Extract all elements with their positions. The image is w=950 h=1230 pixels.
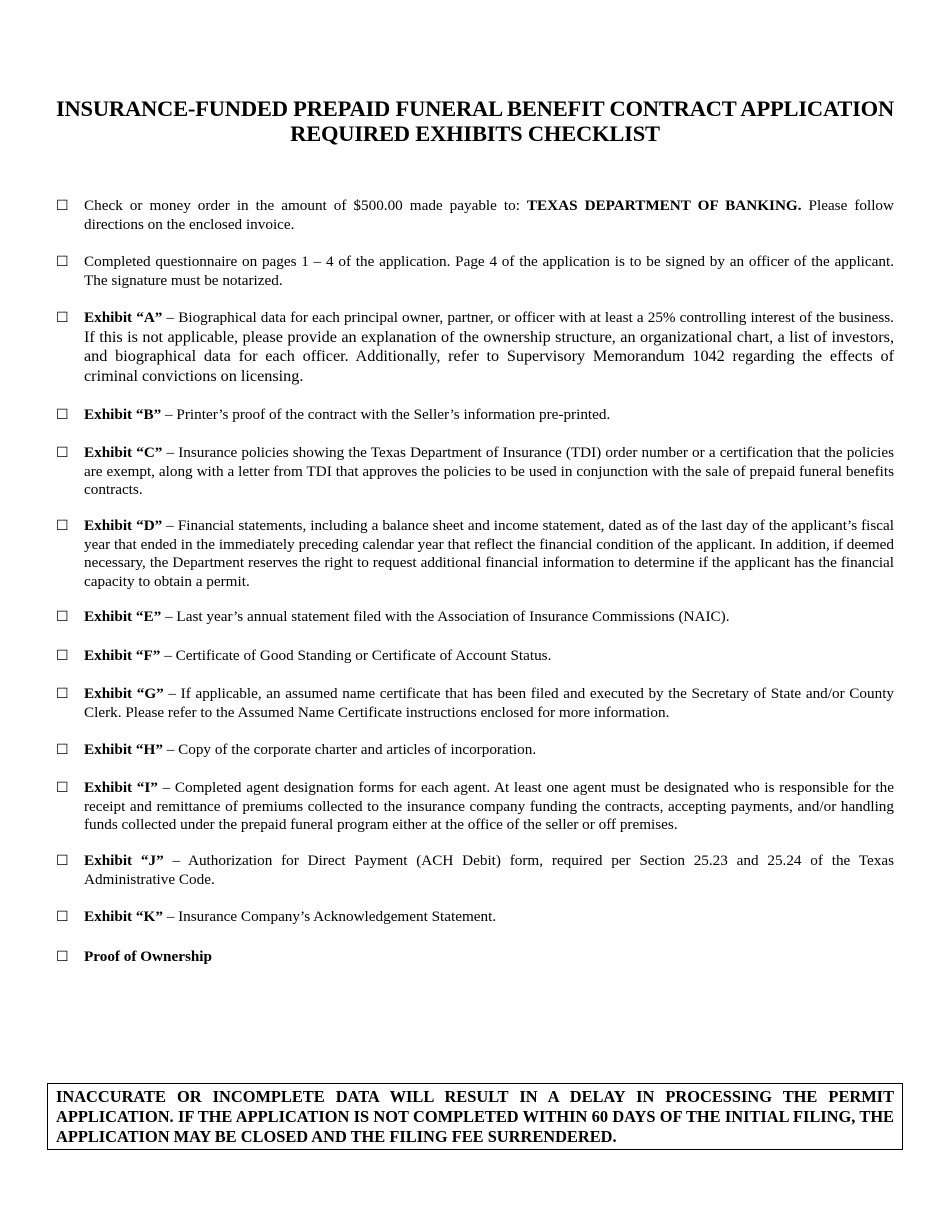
checklist-item-exhibit-h bbox=[56, 741, 894, 760]
checklist-item-exhibit-c bbox=[56, 444, 894, 500]
item-text: – If applicable, an assumed name certificate that has been filed and executed by the Secretary of State and/or County Clerk. Please refer to the Assumed Name Certificate instructions enclosed for more information. bbox=[84, 685, 895, 721]
exhibit-label: Exhibit “I” bbox=[84, 779, 158, 796]
item-text: Completed questionnaire on pages 1 – 4 of the application. Page 4 of the application is to be signed by an officer of the applicant. The signature must be notarized. bbox=[84, 253, 894, 289]
item-text-large: If this is not applicable, please provide an explanation of the ownership structure, an organizational chart, a list of investors, and biographical data for each officer. Additionally, refer to Supervisory Memorandum 1042 regarding the effects of criminal convictions on licensing. bbox=[84, 327, 894, 385]
item-text: – Authorization for Direct Payment (ACH Debit) form, required per Section 25.23 and 25.24 of the Texas Administrative Code. bbox=[84, 852, 894, 888]
title-line-1: INSURANCE-FUNDED PREPAID FUNERAL BENEFIT CONTRACT APPLICATION bbox=[55, 96, 895, 121]
exhibit-label: Proof of Ownership bbox=[84, 948, 212, 965]
item-text: – Insurance policies showing the Texas Department of Insurance (TDI) order number or a certification that the policies are exempt, along with a letter from TDI that approves the policies to be used in conjunction with the sale of prepaid funeral benefits contracts. bbox=[84, 444, 894, 498]
item-text-after: Please follow directions on the enclosed invoice. bbox=[84, 197, 894, 233]
warning-notice-box: INACCURATE OR INCOMPLETE DATA WILL RESULT IN A DELAY IN PROCESSING THE PERMIT APPLICATION. IF THE APPLICATION IS NOT COMPLETED WITHIN 60 DAYS OF THE INITIAL FILING, THE APPLICATION MAY BE CLOSED AND THE FILING FEE SURRENDERED. bbox=[47, 1083, 903, 1150]
item-text: – Printer’s proof of the contract with the Seller’s information pre-printed. bbox=[161, 406, 611, 423]
checkbox-icon[interactable]: ☐ bbox=[56, 407, 69, 423]
item-text: – Certificate of Good Standing or Certificate of Account Status. bbox=[160, 647, 552, 664]
checkbox-icon[interactable]: ☐ bbox=[56, 780, 69, 796]
checkbox-icon[interactable]: ☐ bbox=[56, 445, 69, 461]
checklist-item-exhibit-f bbox=[56, 647, 894, 666]
checklist-item-exhibit-j bbox=[56, 852, 894, 889]
item-text: – Last year’s annual statement filed with the Association of Insurance Commissions (NAIC). bbox=[161, 608, 730, 625]
checkbox-icon[interactable]: ☐ bbox=[56, 518, 69, 534]
exhibit-label: Exhibit “F” bbox=[84, 647, 161, 664]
exhibit-label: Exhibit “C” bbox=[84, 444, 163, 461]
checklist-item-exhibit-i bbox=[56, 779, 894, 835]
exhibit-label: Exhibit “B” bbox=[84, 406, 162, 423]
checklist-item-exhibit-k bbox=[56, 908, 894, 927]
checklist-item-exhibit-g bbox=[56, 685, 894, 722]
exhibit-label: Exhibit “H” bbox=[84, 741, 163, 758]
exhibit-label: Exhibit “G” bbox=[84, 685, 164, 702]
checkbox-icon[interactable]: ☐ bbox=[56, 853, 69, 869]
checkbox-icon[interactable]: ☐ bbox=[56, 310, 69, 326]
checkbox-icon[interactable]: ☐ bbox=[56, 742, 69, 758]
item-text: – Financial statements, including a balance sheet and income statement, dated as of the last day of the applicant’s fiscal year that ended in the immediately preceding calendar year that reflect the financial condition of the applicant. In addition, if deemed necessary, the Department reserves the right to request additional financial information to determine if the applicant has the financial capacity to obtain a permit. bbox=[84, 517, 894, 590]
item-text: – Copy of the corporate charter and articles of incorporation. bbox=[162, 741, 537, 758]
checkbox-icon[interactable]: ☐ bbox=[56, 254, 69, 270]
item-text: – Insurance Company’s Acknowledgement Statement. bbox=[162, 908, 497, 925]
checklist-item-exhibit-d bbox=[56, 517, 894, 591]
item-text: – Completed agent designation forms for each agent. At least one agent must be designated who is responsible for the receipt and remittance of premiums collected to the insurance company funding the contracts, accepting payments, and/or handling funds collected under the prepaid funeral program either at the office of the seller or off premises. bbox=[84, 779, 894, 833]
checkbox-icon[interactable]: ☐ bbox=[56, 909, 69, 925]
exhibit-label: Exhibit “A” bbox=[84, 309, 163, 326]
item-text: – Biographical data for each principal owner, partner, or officer with at least a 25% controlling interest of the business. bbox=[162, 309, 894, 326]
checklist-item-exhibit-a bbox=[56, 309, 894, 387]
exhibit-label: Exhibit “D” bbox=[84, 517, 163, 534]
checkbox-icon[interactable]: ☐ bbox=[56, 949, 69, 965]
item-bold-payee: TEXAS DEPARTMENT OF BANKING. bbox=[526, 197, 802, 214]
checkbox-icon[interactable]: ☐ bbox=[56, 648, 69, 664]
page-title bbox=[50, 96, 900, 146]
exhibit-label: Exhibit “E” bbox=[84, 608, 162, 625]
title-line-2: REQUIRED EXHIBITS CHECKLIST bbox=[290, 121, 660, 146]
checkbox-icon[interactable]: ☐ bbox=[56, 198, 69, 214]
checklist-item-proof-of-ownership bbox=[56, 948, 894, 967]
checklist-item-check-payment bbox=[56, 197, 894, 234]
exhibit-label: Exhibit “J” bbox=[84, 852, 164, 869]
checklist-item-exhibit-e bbox=[56, 608, 894, 627]
item-text: Check or money order in the amount of $500.00 made payable to: bbox=[84, 197, 527, 214]
exhibit-label: Exhibit “K” bbox=[84, 908, 163, 925]
checkbox-icon[interactable]: ☐ bbox=[56, 609, 69, 625]
checklist-item-questionnaire bbox=[56, 253, 894, 290]
checklist-item-exhibit-b bbox=[56, 406, 894, 425]
checkbox-icon[interactable]: ☐ bbox=[56, 686, 69, 702]
